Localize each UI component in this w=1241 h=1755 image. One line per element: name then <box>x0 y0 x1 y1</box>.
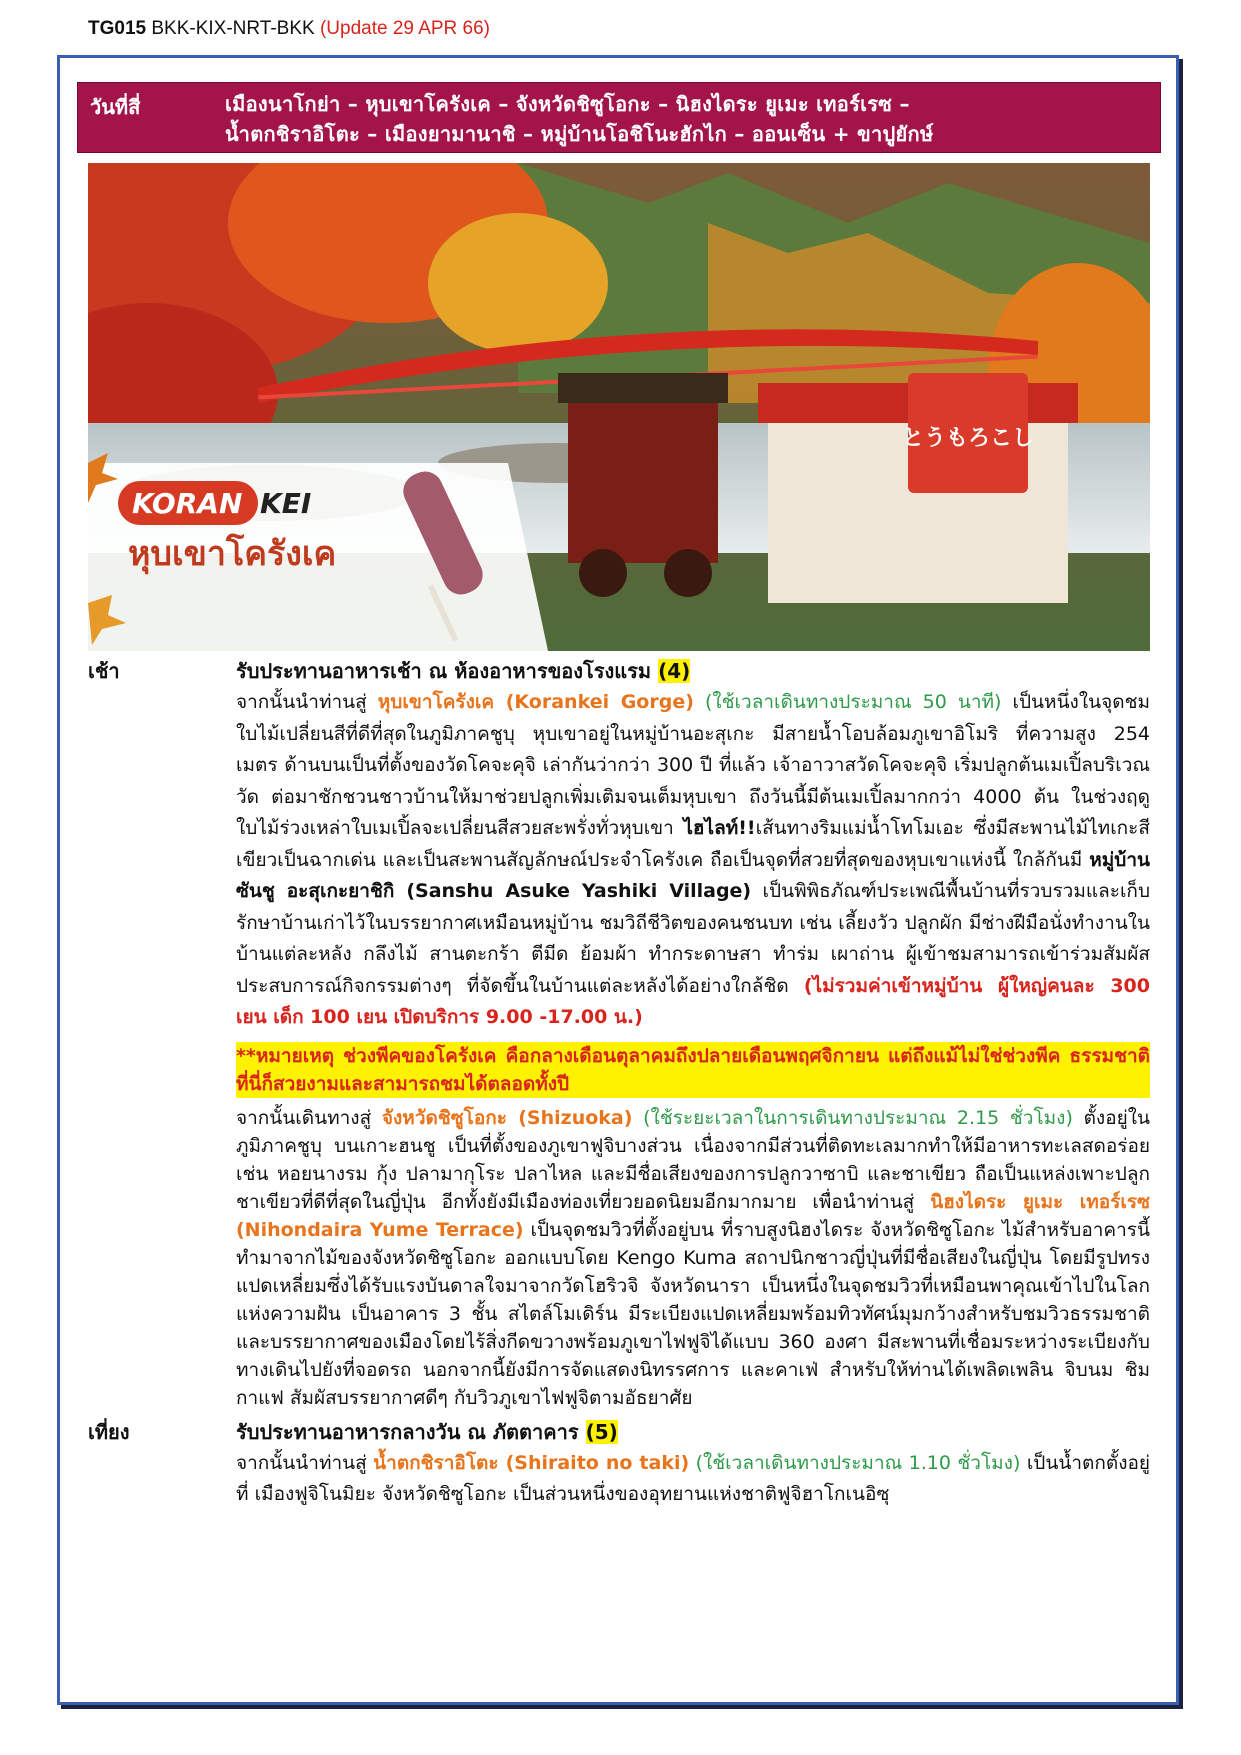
shizuoka-place: จังหวัดชิซูโอกะ (Shizuoka) <box>381 1106 633 1129</box>
document-header <box>88 18 490 40</box>
lunch-line <box>236 1416 1150 1448</box>
logo-text-thai: หุบเขาโครังเค <box>128 534 337 574</box>
text: เป็นน้ำตกตั้งอยู่ที่ เมืองฟูจิโนมิยะ จังหวัดชิซูโอกะ เป็นส่วนหนึ่งของอุทยานแห่งชาติฟูจิฮาโกเนอิซุ <box>236 1451 1151 1505</box>
sanshu-village: หมู่บ้านซันชู อะสุเกะยาชิกิ (Sanshu Asuke Yashiki Village) <box>236 848 1150 902</box>
morning-section <box>88 655 1150 1412</box>
nihondaira-place: นิฮงไดระ ยูเมะ เทอร์เรซ (Nihondaira Yume Terrace) <box>236 1190 1150 1241</box>
itinerary-content <box>88 655 1150 1511</box>
peak-season-note: **หมายเหตุ ช่วงพีคของโครังเค คือกลางเดือนตุลาคมถึงปลายเดือนพฤศจิกายน แต่ถึงแม้ไม่ใช่ช่วงพีค ธรรมชาติที่นี่ก็สวยงามและสามารถชมได้ตลอดทั้งปี <box>236 1042 1150 1098</box>
float-wheel-left <box>579 549 627 597</box>
text: ตั้งอยู่ในภูมิภาคชูบุ บนเกาะฮนชู เป็นที่ตั้งของภูเขาฟูจิบางส่วน เนื่องจากมีส่วนที่ติดทะเลมากทำให้มีอาหารทะเลสดอร่อย เช่น หอยนางรม กุ้ง ปลามากุโระ ปลาไหล และมีชื่อเสียงของการปลูกวาซาบิ และชาเขียว ถือเป็นแหล่งเพาะปลูกชาเขียวที่ดีที่สุดในญี่ปุ่น อีกทั้งยังมีเมืองท่องเที่ยวยอดนิยมอีกมากมาย เพื่อนำท่านสู่ <box>236 1106 1151 1213</box>
day-label: วันที่สี่ <box>90 95 141 119</box>
breakfast-text: รับประทานอาหารเช้า ณ ห้องอาหารของโรงแรม <box>236 659 652 683</box>
highlight-label: ไฮไลท์!! <box>683 817 756 839</box>
text: จากนั้นเดินทางสู่ <box>236 1106 372 1129</box>
stall-sign-text: とうもろこし <box>901 426 1035 451</box>
morning-label: เช้า <box>88 659 120 683</box>
lunch-text: รับประทานอาหารกลางวัน ณ ภัตตาคาร <box>236 1419 579 1444</box>
shizuoka-travel-time: (ใช้ระยะเวลาในการเดินทางประมาณ 2.15 ชั่วโมง) <box>643 1106 1073 1129</box>
day-route <box>225 89 1150 149</box>
tour-route: BKK-KIX-NRT-BKK <box>151 18 315 39</box>
float-roof <box>558 373 728 403</box>
shizuoka-paragraph <box>236 1104 1150 1412</box>
noon-label: เที่ยง <box>88 1419 130 1444</box>
yellow-ginkgo-foliage <box>428 213 608 353</box>
text: เส้นทางริมแม่น้ำโทโมเอะ ซึ่งมีสะพานไม้ไทเกะสีเขียวเป็นฉากเด่น และเป็นสะพานสัญลักษณ์ประจำโครังเค ถือเป็นจุดที่สวยที่สุดของหุบเขาแห่งนี้ ใกล้กันมี <box>236 817 1150 871</box>
text: จากนั้นนำท่านสู่ <box>236 691 367 713</box>
tour-code: TG015 <box>88 18 147 39</box>
text: เป็นหนึ่งในจุดชมใบไม้เปลี่ยนสีที่ดีที่สุดในภูมิภาคชูบุ หุบเขาอยู่ในหมู่บ้านอะสุเกะ มีสายน้ำโอบล้อมภูเขาอิโมริ ที่ความสูง 254 เมตร ด้านบนเป็นที่ตั้งของวัดโคจะคุจิ เล่ากันว่ากว่า 300 ปี ที่แล้ว เจ้าอาวาสวัดโคจะคุจิ เริ่มปลูกต้นเมเปิ้ลบริเวณวัด ต่อมาชักชวนชาวบ้านให้มาช่วยปลูกเพิ่มเติมจนเต็มหุบเขา ถึงวันนี้มีต้นเมเปิ้ลมากกว่า 4000 ต้น ในช่วงฤดูใบไม้ร่วงเหล่าใบเมเปิ้ลจะเปลี่ยนสีสวยสะพรั่งทั่วหุบเขา <box>236 691 1150 839</box>
logo-text-korankei: KORAN <box>132 487 243 520</box>
shiraito-travel-time: (ใช้เวลาเดินทางประมาณ 1.10 ชั่วโมง) <box>695 1451 1021 1474</box>
festival-float <box>568 393 718 563</box>
text: จากนั้นนำท่านสู่ <box>236 1451 367 1474</box>
day-banner <box>77 82 1161 153</box>
update-date: (Update 29 APR 66) <box>319 18 491 39</box>
lunch-meal-number: (5) <box>585 1419 618 1444</box>
day-route-line-1: เมืองนาโกย่า – หุบเขาโครังเค – จังหวัดชิซูโอกะ – นิฮงไดระ ยูเมะ เทอร์เรซ – <box>225 92 910 116</box>
logo-text-kei: KEI <box>260 487 312 520</box>
korankei-travel-time: (ใช้เวลาเดินทางประมาณ 50 นาที) <box>704 691 1002 713</box>
breakfast-line <box>236 655 1150 687</box>
korankei-place: หุบเขาโครังเค (Korankei Gorge) <box>377 691 694 713</box>
text: เป็นจุดชมวิวที่ตั้งอยู่บน ที่ราบสูงนิฮงไดระ จังหวัดชิซูโอกะ ไม้สำหรับอาคารนี้ทำมาจากไม้ของจังหวัดชิซูโอกะ ออกแบบโดย Kengo Kuma สถาปนิกชาวญี่ปุ่นที่มีชื่อเสียงในญี่ปุ่น โดยมีรูปทรงแปดเหลี่ยมซึ่งได้รับแรงบันดาลใจมาจากวัดโฮริวจิ จังหวัดนารา เป็นหนึ่งในจุดชมวิวที่เหมือนพาคุณเข้าไปในโลกแห่งความฝัน เป็นอาคาร 3 ชั้น สไตล์โมเดิร์น มีระเบียงแปดเหลี่ยมพร้อมทิวทัศน์มุมกว้างสำหรับชมวิวธรรมชาติและบรรยากาศของเมืองโดยไร้สิ่งกีดขวางพร้อมภูเขาไฟฟูจิได้แบบ 360 องศา มีสะพานที่เชื่อมระหว่างระเบียงกับทางเดินไปยังที่จอดรถ นอกจากนี้ยังมีการจัดแสดงนิทรรศการ และคาเฟ่ สำหรับให้ท่านได้เพลิดเพลิน จิบนม ชิมกาแฟ สัมผัสบรรยากาศดีๆ กับวิวภูเขาไฟฟูจิตามอัธยาศัย <box>236 1218 1150 1409</box>
noon-section <box>88 1416 1150 1511</box>
text: เป็นพิพิธภัณฑ์ประเพณีพื้นบ้านที่รวบรวมและเก็บรักษาบ้านเก่าไว้ในบรรยากาศเหมือนหมู่บ้าน ชมวิถีชีวิตของคนชนบท เช่น เลี้ยงวัว ปลูกผัก มีช่างฝีมือนั่งทำงานในบ้านแต่ละหลัง กลึงไม้ สานตะกร้า ตีมีด ย้อมผ้า ทำกระดาษสา ทำร่ม เผาถ่าน ผู้เข้าชมสามารถเข้าร่วมสัมผัสประสบการณ์กิจกรรมต่างๆ ที่จัดขึ้นในบ้านแต่ละหลังได้อย่างใกล้ชิด <box>236 880 1150 997</box>
shiraito-place: น้ำตกชิราอิโตะ (Shiraito no taki) <box>373 1451 690 1474</box>
morning-body <box>236 655 1150 1412</box>
breakfast-meal-number: (4) <box>658 659 691 683</box>
day-route-line-2: น้ำตกชิราอิโตะ – เมืองยามานาชิ – หมู่บ้านโอชิโนะฮักไก – ออนเซ็น + ขาปูยักษ์ <box>225 122 934 146</box>
korankei-photo <box>88 163 1150 651</box>
noon-body <box>236 1416 1150 1511</box>
shiraito-paragraph <box>236 1448 1150 1511</box>
float-wheel-right <box>664 549 712 597</box>
korankei-paragraph <box>236 687 1150 1034</box>
village-fee: (ไม่รวมค่าเข้าหมู่บ้าน ผู้ใหญ่คนละ 300 เยน เด็ก 100 เยน เปิดบริการ 9.00 -17.00 น.) <box>236 974 1150 1028</box>
